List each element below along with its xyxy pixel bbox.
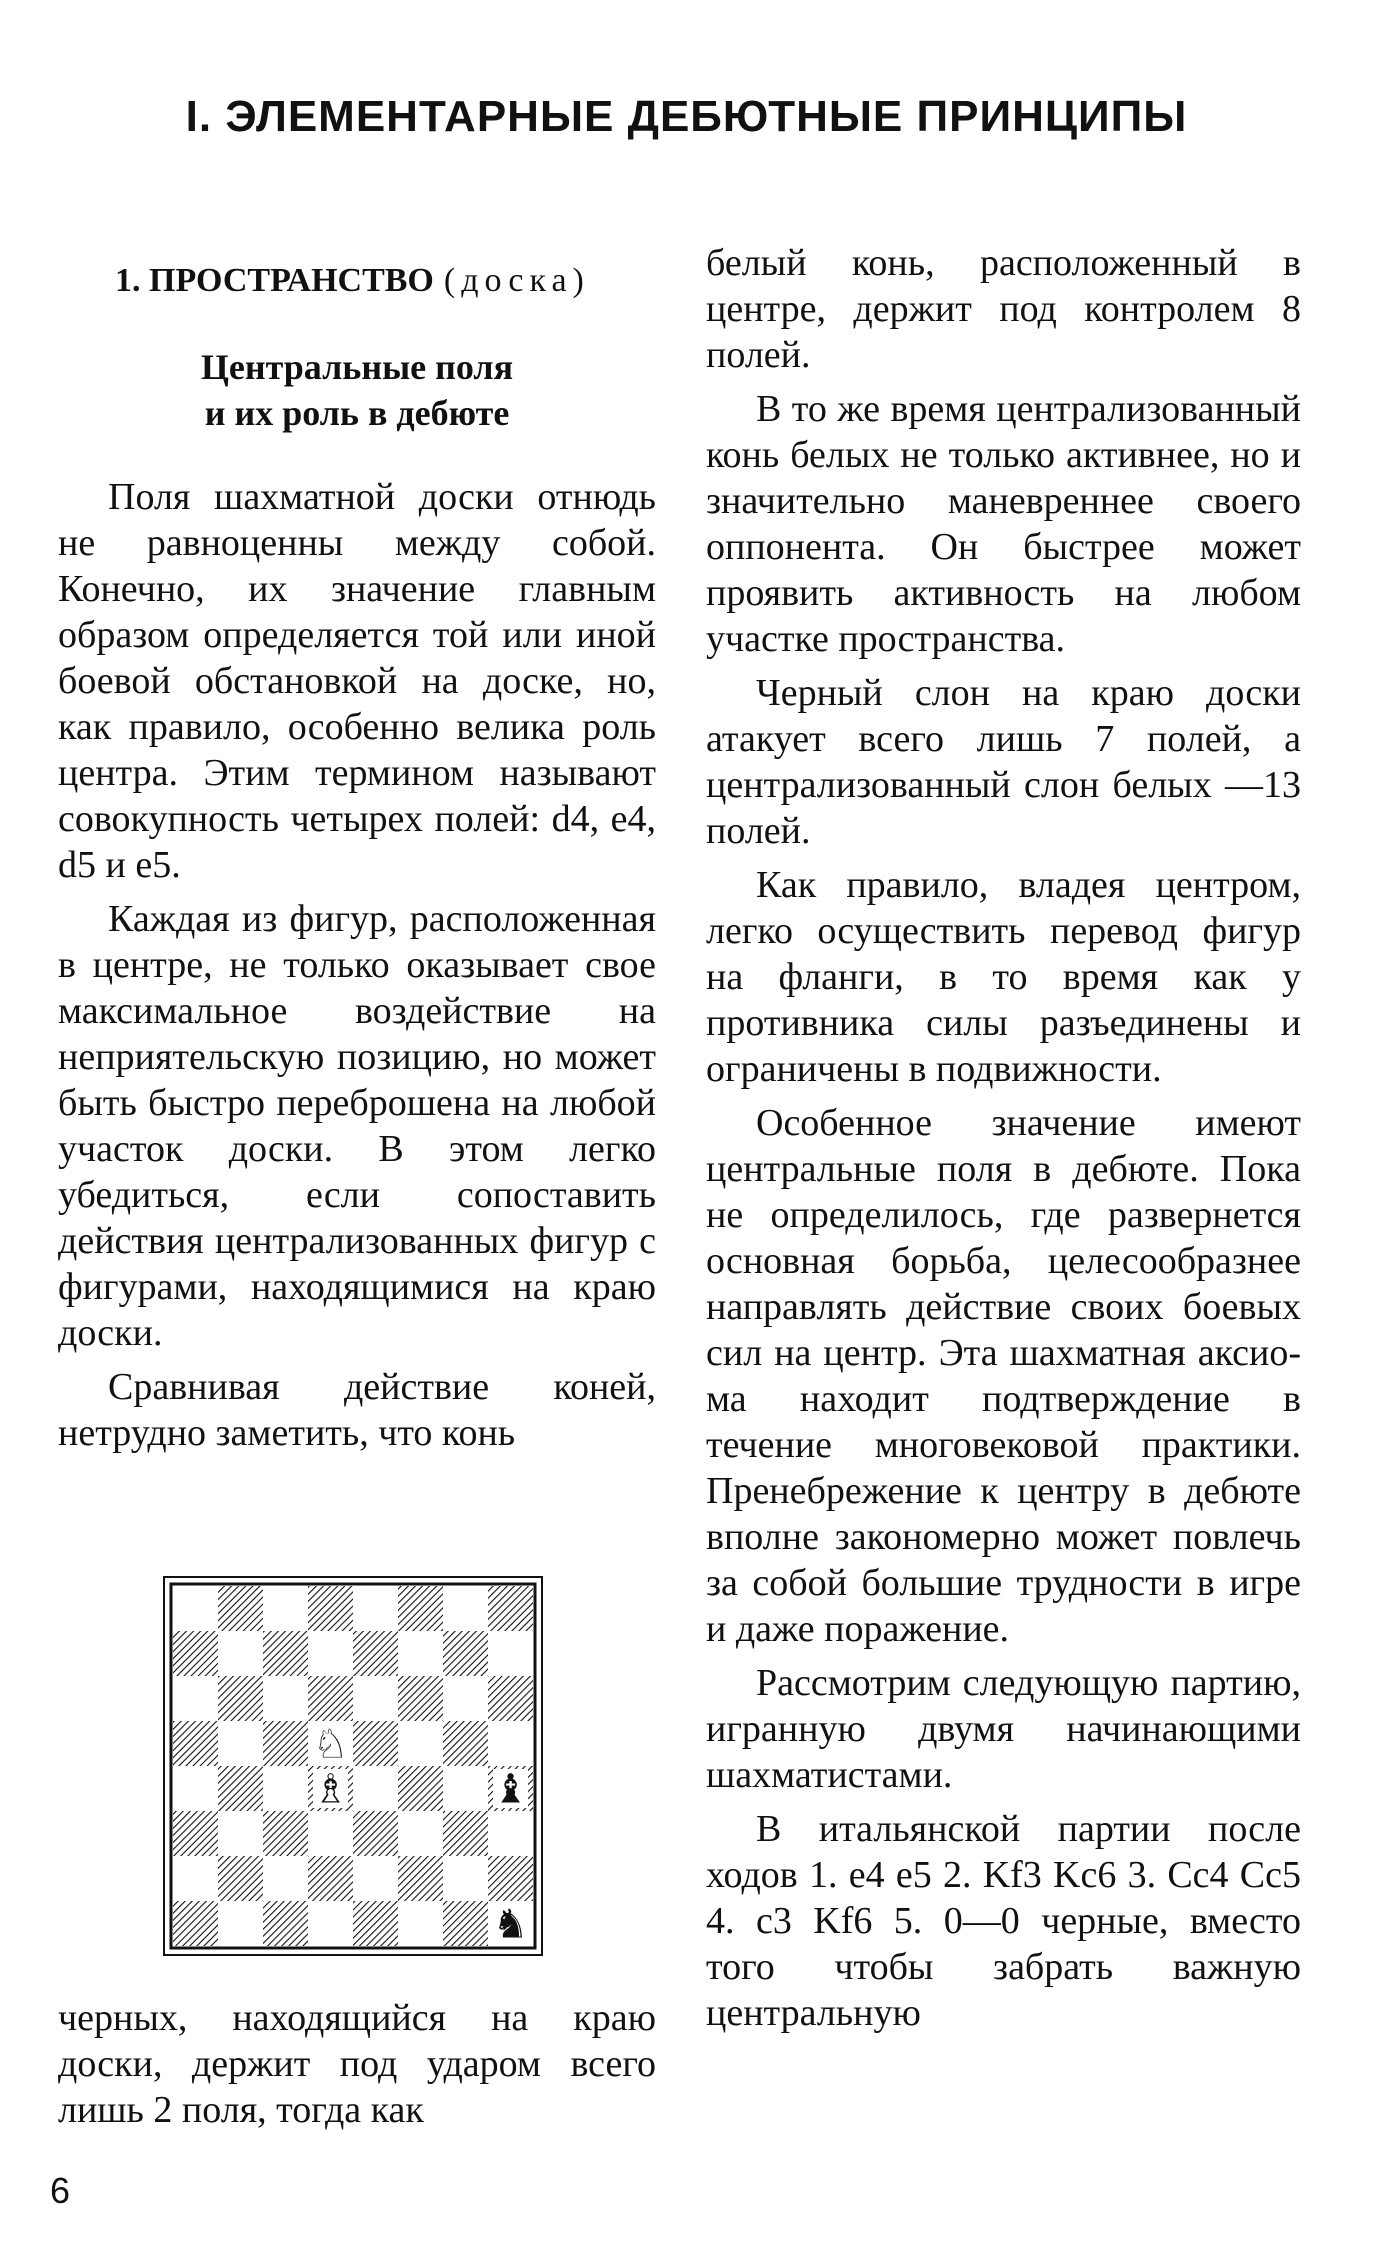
board-square-d3: [308, 1811, 353, 1856]
board-square-a6: [173, 1676, 218, 1721]
board-square-c7: [263, 1631, 308, 1676]
paragraph: Сравнивая действие коней, нетрудно заметить, что конь: [58, 1366, 656, 1454]
board-square-c1: [263, 1901, 308, 1946]
board-square-c2: [263, 1856, 308, 1901]
board-square-e8: [353, 1586, 398, 1631]
board-square-g4: [443, 1766, 488, 1811]
board-square-f8: [398, 1586, 443, 1631]
board-square-d8: [308, 1586, 353, 1631]
board-square-h2: [488, 1856, 533, 1901]
board-square-h3: [488, 1811, 533, 1856]
board-square-g7: [443, 1631, 488, 1676]
black-bishop-icon: ♝: [492, 1766, 529, 1813]
paragraph: Особенное значение имеют центральные поля в дебюте. Пока не определилось, где развернется основная борьба, целесообразнее направлять действие своих боевых сил на центр. Эта шахматная аксиома находит подтверждение в течение многовековой практики. Пренебрежение к центру в дебюте вполне закономерно может повлечь за собой большие трудности в игре и даже поражение.: [706, 1102, 1301, 1650]
board-square-g5: [443, 1721, 488, 1766]
paragraph: белый конь, расположенный в центре, держит под контролем 8 полей.: [706, 242, 1301, 376]
board-square-g3: [443, 1811, 488, 1856]
board-square-f3: [398, 1811, 443, 1856]
board-square-e2: [353, 1856, 398, 1901]
board-square-e4: [353, 1766, 398, 1811]
paragraph: Рассмотрим следующую партию, игранную двумя начинающими шахматистами.: [706, 1662, 1301, 1796]
paragraph: Как правило, владея центром, легко осуществить перевод фигур на фланги, в то время как у противника силы разъединены и ограничены в подвижности.: [706, 864, 1301, 1090]
chess-diagram: [163, 1576, 543, 1956]
board-square-b7: [218, 1631, 263, 1676]
board-square-b1: [218, 1901, 263, 1946]
board-square-c8: [263, 1586, 308, 1631]
board-square-g8: [443, 1586, 488, 1631]
board-square-e7: [353, 1631, 398, 1676]
board-square-b4: [218, 1766, 263, 1811]
board-square-g2: [443, 1856, 488, 1901]
board-square-c4: [263, 1766, 308, 1811]
board-square-h8: [488, 1586, 533, 1631]
paragraph: Черный слон на краю доски атакует всего лишь 7 полей, а централизованный слон белых —13 полей.: [706, 672, 1301, 852]
board-square-f2: [398, 1856, 443, 1901]
board-square-f7: [398, 1631, 443, 1676]
right-column: [706, 240, 1301, 2044]
board-square-f1: [398, 1901, 443, 1946]
board-square-c3: [263, 1811, 308, 1856]
board-square-a2: [173, 1856, 218, 1901]
board-square-f6: [398, 1676, 443, 1721]
white-knight-icon: ♘: [312, 1721, 349, 1768]
section-heading-note: (доска): [443, 262, 590, 299]
board-square-a3: [173, 1811, 218, 1856]
board-square-b8: [218, 1586, 263, 1631]
paragraph: Поля шахматной доски отнюдь не равноценны между собой. Конечно, их значение главным образом определяется той или иной боевой обстановкой на доске, но, как правило, особенно велика роль центра. Этим термином называют совокупность четырех полей: d4, e4, d5 и e5.: [58, 476, 656, 886]
chapter-title: I. ЭЛЕМЕНТАРНЫЕ ДЕБЮТНЫЕ ПРИНЦИПЫ: [185, 92, 1188, 141]
paragraph: черных, находящийся на краю доски, держит под ударом всего лишь 2 поля, тогда как: [58, 1997, 656, 2131]
board-squares: [173, 1586, 533, 1946]
board-square-a7: [173, 1631, 218, 1676]
section-heading: [115, 258, 656, 304]
board-square-h5: [488, 1721, 533, 1766]
board-square-e6: [353, 1676, 398, 1721]
paragraph: В итальянской партии после ходов 1. e4 e5 2. Kf3 Kc6 3. Cc4 Cc5 4. c3 Kf6 5. 0—0 черные, вместо того чтобы забрать важную центральную: [706, 1808, 1301, 2034]
board-square-b3: [218, 1811, 263, 1856]
board-square-a8: [173, 1586, 218, 1631]
board-square-d7: [308, 1631, 353, 1676]
board-square-e3: [353, 1811, 398, 1856]
board-square-e5: [353, 1721, 398, 1766]
board-square-b6: [218, 1676, 263, 1721]
board-square-a5: [173, 1721, 218, 1766]
subheading: [58, 344, 656, 436]
board-square-c5: [263, 1721, 308, 1766]
board-square-a1: [173, 1901, 218, 1946]
board-square-c6: [263, 1676, 308, 1721]
paragraph: В то же время централизованный конь белых не только активнее, но и значительно маневреннее своего оппонента. Он быстрее может проявить активность на любом участке пространства.: [706, 388, 1301, 660]
subheading-line-1: Центральные поля: [200, 347, 514, 387]
left-column: [58, 240, 656, 1464]
board-square-d2: [308, 1856, 353, 1901]
board-square-b5: [218, 1721, 263, 1766]
board-square-b2: [218, 1856, 263, 1901]
board-square-g6: [443, 1676, 488, 1721]
black-knight-icon: ♞: [492, 1901, 529, 1948]
subheading-line-2: и их роль в дебюте: [204, 393, 510, 433]
board-square-g1: [443, 1901, 488, 1946]
board-square-h6: [488, 1676, 533, 1721]
page-number: 6: [50, 2170, 71, 2211]
board-square-h7: [488, 1631, 533, 1676]
paragraph: Каждая из фигур, расположенная в центре, не только оказывает свое максимальное воздействие на неприятельскую позицию, но может быть быстро переброшена на любой участок доски. В этом легко убедиться, если сопоставить действия централизованных фигур с фигурами, находящимися на краю доски.: [58, 898, 656, 1354]
section-heading-text: 1. ПРОСТРАНСТВО: [115, 262, 434, 299]
board-square-d1: [308, 1901, 353, 1946]
left-column-continued: [58, 1995, 656, 2141]
white-bishop-icon: ♗: [312, 1766, 349, 1813]
board-square-a4: [173, 1766, 218, 1811]
board-square-e1: [353, 1901, 398, 1946]
board-square-f4: [398, 1766, 443, 1811]
board-square-f5: [398, 1721, 443, 1766]
board-square-d6: [308, 1676, 353, 1721]
